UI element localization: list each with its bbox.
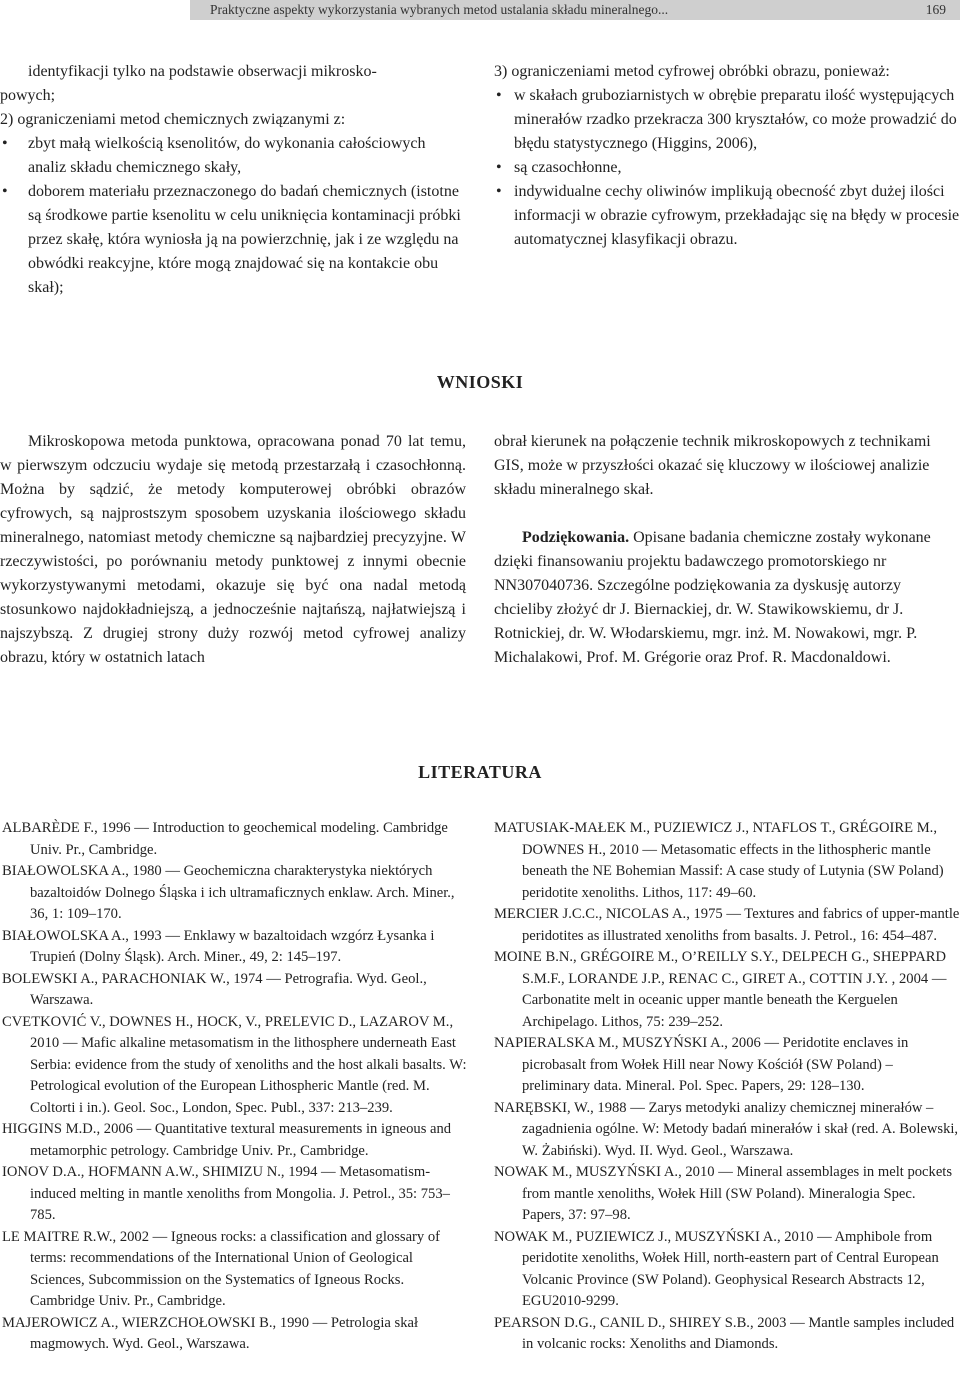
paragraph-continuation-end: powych;	[0, 87, 56, 104]
section-heading-wnioski: WNIOSKI	[436, 372, 524, 392]
bullet-icon: •	[496, 87, 502, 104]
bullet-item: • doborem materiału przeznaczonego do badań chemicznych (istotne są środkowe partie ksenolitu w celu uniknięcia kontaminacji próbki przez skałę, która wyniosła ją na powierzchnię, jak i ze względu na obwódki reakcyjne, które mogą znajdować się na kontakcie obu skał);	[0, 180, 466, 300]
bullet-icon: •	[496, 159, 502, 176]
conclusions-paragraph: Mikroskopowa metoda punktowa, opracowana ponad 70 lat temu, w pierwszym odczuciu wydaje się metodą przestarzałą i czasochłonną. Można by sądzić, że metody komputerowej obróbki obrazów cyfrowych, są najprostszym sposobem uzyskania ilościowego składu mineralnego, natomiast metody chemiczne są najbardziej precyzyjne. W rzeczywistości, po porównaniu metody punktowej z innymi obecnie wykorzystywanymi metodami, okazuje się być ona nadal metodą stosunkowo najdokładniejszą, a jednocześnie najtańszą, najłatwiejszą i najszybszą. Z drugiej strony duży rozwój metod cyfrowej analizy obrazu, który w ostatnich latach	[0, 433, 466, 666]
bullet-item: • są czasochłonne,	[494, 156, 960, 180]
reference-entry: NOWAK M., MUSZYŃSKI A., 2010 — Mineral assemblages in melt pockets from mantle xenoliths, Wołek Hill (SW Poland). Mineralogia Spec. Papers, 37: 97–98.	[494, 1164, 953, 1223]
conclusions-left-column	[0, 430, 466, 670]
reference-entry: BIAŁOWOLSKA A., 1980 — Geochemiczna charakterystyka niektórych bazaltoidów Dolnego Śląska i ich ultramaficznych enklaw. Arch. Miner., 36, 1: 109–170.	[2, 863, 455, 922]
bullet-icon: •	[496, 183, 502, 200]
bullet-item: • indywidualne cechy oliwinów implikują obecność zbyt dużej ilości informacji w obrazie cyfrowym, przekładając się na błędy w procesie automatycznej klasyfikacji obrazu.	[494, 180, 960, 252]
running-title: Praktyczne aspekty wykorzystania wybranych metod ustalania składu mineralnego...	[210, 2, 669, 17]
reference-entry: BOLEWSKI A., PARACHONIAK W., 1974 — Petrografia. Wyd. Geol., Warszawa.	[2, 970, 427, 1008]
reference-entry: HIGGINS M.D., 2006 — Quantitative textural measurements in igneous and metamorphic petrology. Cambridge Univ. Pr., Cambridge.	[2, 1121, 452, 1159]
reference-entry: NOWAK M., PUZIEWICZ J., MUSZYŃSKI A., 2010 — Amphibole from peridotite xenoliths, Wołek Hill, north-eastern part of Central European Volcanic Province (SW Poland). Geophysical Research Abstracts 12, EGU2010-9299.	[494, 1228, 939, 1309]
references-right-column	[494, 818, 960, 1356]
conclusions-paragraph-end: obrał kierunek na połączenie technik mikroskopowych z technikami GIS, może w przyszłości okazać się kluczowy w ilościowej analizie składu mineralnego skał.	[494, 433, 931, 498]
page-number: 169	[925, 2, 946, 17]
acknowledgements	[494, 526, 960, 670]
bullet-icon: •	[2, 135, 8, 152]
reference-entry: MERCIER J.C.C., NICOLAS A., 1975 — Textures and fabrics of upper-mantle peridotites as illustrated xenoliths from basalts. J. Petrol., 16: 454–487.	[494, 906, 960, 944]
reference-entry: IONOV D.A., HOFMANN A.W., SHIMIZU N., 1994 — Metasomatism-induced melting in mantle xenoliths from Mongolia. J. Petrol., 35: 753–785.	[2, 1164, 450, 1223]
reference-entry: MAJEROWICZ A., WIERZCHOŁOWSKI B., 1990 — Petrologia skał magmowych. Wyd. Geol., Warszawa.	[2, 1314, 419, 1352]
continued-text-right-column	[494, 60, 960, 252]
running-header	[0, 0, 960, 20]
references-left-column	[2, 818, 468, 1356]
bullet-item: • zbyt małą wielkością ksenolitów, do wykonania całościowych analiz składu chemicznego skały,	[0, 132, 466, 180]
reference-entry: ALBARÈDE F., 1996 — Introduction to geochemical modeling. Cambridge Univ. Pr., Cambridge.	[2, 820, 448, 858]
acknowledgements-label: Podziękowania.	[522, 529, 630, 546]
reference-entry: MOINE B.N., GRÉGOIRE M., O’REILLY S.Y., DELPECH G., SHEPPARD S.M.F., LORANDE J.P., RENAC C., GIRET A., COTTIN J.Y. , 2004 — Carbonatite melt in oceanic upper mantle beneath the Kerguelen Archipelago. Lithos, 75: 239–252.	[494, 949, 947, 1030]
conclusions-right-column	[494, 430, 960, 670]
section-heading-literatura: LITERATURA	[418, 762, 542, 782]
paragraph-continuation: identyfikacji tylko na podstawie obserwacji mikrosko-	[28, 63, 377, 80]
reference-entry: NAPIERALSKA M., MUSZYŃSKI A., 2006 — Peridotite enclaves in picrobasalt from Wołek Hill near Nowy Kościół (SW Poland) – preliminary data. Mineral. Pol. Spec. Papers, 29: 128–130.	[494, 1035, 909, 1094]
continued-text-left-column	[0, 60, 466, 300]
bullet-icon: •	[2, 183, 8, 200]
reference-entry: LE MAITRE R.W., 2002 — Igneous rocks: a classification and glossary of terms: recommendations of the International Union of Geological Sciences, Subcommission on the Systematics of Igneous Rocks. Cambridge Univ. Pr., Cambridge.	[2, 1228, 441, 1309]
list-intro: 2) ograniczeniami metod chemicznych związanymi z:	[0, 111, 346, 128]
reference-entry: BIAŁOWOLSKA A., 1993 — Enklawy w bazaltoidach wzgórz Łysanka i Trupień (Dolny Śląsk). Arch. Miner., 49, 2: 145–197.	[2, 927, 435, 965]
reference-entry: NARĘBSKI, W., 1988 — Zarys metodyki analizy chemicznej minerałów – zagadnienia ogólne. W: Metody badań minerałów i skał (red. A. Bolewski, W. Żabiński). Wyd. II. Wyd. Geol., Warszawa.	[494, 1099, 959, 1159]
reference-entry: MATUSIAK-MAŁEK M., PUZIEWICZ J., NTAFLOS T., GRÉGOIRE M., DOWNES H., 2010 — Metasomatic effects in the lithospheric mantle beneath the NE Bohemian Massif: A case study of Lutynia (SW Poland) peridotite xenoliths. Lithos, 117: 49–60.	[494, 820, 944, 901]
bullet-item: • w skałach gruboziarnistych w obrębie preparatu ilość występujących minerałów rzadko przekracza 300 kryształów, co może prowadzić do błędu statystycznego (Higgins, 2006),	[494, 84, 960, 156]
reference-entry: PEARSON D.G., CANIL D., SHIREY S.B., 2003 — Mantle samples included in volcanic rocks: Xenoliths and Diamonds.	[494, 1314, 955, 1352]
list-intro: 3) ograniczeniami metod cyfrowej obróbki obrazu, ponieważ:	[494, 63, 890, 80]
reference-entry: CVETKOVIĆ V., DOWNES H., HOCK, V., PRELEVIC D., LAZAROV M., 2010 — Mafic alkaline metasomatism in the lithosphere underneath East Serbia: evidence from the study of xenoliths and the host alkali basalts. W: Petrological evolution of the European Lithospheric Mantle (red. M. Coltorti i in.). Geol. Soc., London, Spec. Publ., 337: 213–239.	[2, 1013, 467, 1116]
acknowledgements-text: Opisane badania chemiczne zostały wykonane dzięki finansowaniu projektu badawczego promotorskiego nr NN307040736. Szczególne podziękowania za dyskusję autorzy chcieliby złożyć dr J. Biernackiej, dr. W. Stawikowskiemu, dr J. Rotnickiej, dr. W. Włodarskiemu, mgr. inż. M. Nowakowi, mgr. P. Michalakowi, Prof. M. Grégorie oraz Prof. R. Macdonaldowi.	[494, 529, 931, 666]
